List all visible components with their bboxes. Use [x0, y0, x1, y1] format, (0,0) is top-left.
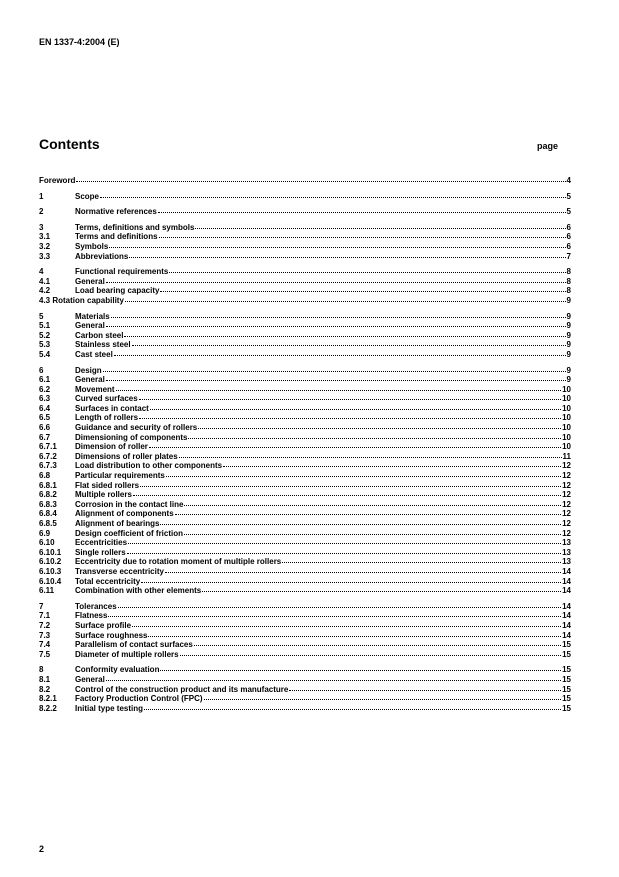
- toc-entry[interactable]: [39, 452, 571, 462]
- toc-entry[interactable]: [39, 442, 571, 452]
- toc-entry[interactable]: [39, 252, 571, 262]
- toc-entry[interactable]: [39, 350, 571, 360]
- toc-entry-number: 6.8: [39, 471, 51, 481]
- toc-dot-leader: [223, 466, 561, 467]
- toc-entry[interactable]: [39, 312, 571, 322]
- toc-entry-page: 14: [562, 566, 571, 576]
- table-of-contents: [39, 176, 571, 713]
- toc-entry-number: 6.8.1: [39, 480, 57, 490]
- toc-entry-page: 15: [562, 649, 571, 659]
- toc-entry-page: 14: [562, 576, 571, 586]
- toc-entry-title: Stainless steel: [75, 340, 131, 350]
- toc-entry-title: Surface profile: [75, 620, 132, 630]
- toc-entry-title: Curved surfaces: [75, 394, 138, 404]
- toc-entry[interactable]: [39, 704, 571, 714]
- toc-dot-leader: [144, 709, 561, 710]
- toc-entry-page: 9: [566, 340, 571, 350]
- toc-entry[interactable]: [39, 665, 571, 675]
- toc-entry-title: Flat sided rollers: [75, 480, 140, 490]
- toc-entry-page: 12: [562, 519, 571, 528]
- document-header: EN 1337-4:2004 (E): [39, 37, 120, 47]
- toc-entry-title: Combination with other elements: [75, 586, 202, 596]
- toc-dot-leader: [139, 399, 561, 400]
- toc-entry-title: Load distribution to other components: [75, 461, 223, 471]
- toc-entry-number: 8.1: [39, 674, 51, 684]
- toc-dot-leader: [106, 380, 566, 381]
- toc-entry-number: 5.1: [39, 321, 51, 331]
- toc-entry[interactable]: [39, 621, 571, 631]
- toc-entry-page: 13: [562, 538, 571, 548]
- toc-dot-leader: [160, 291, 565, 292]
- toc-entry-number: 6.3: [39, 394, 51, 404]
- toc-dot-leader: [194, 645, 561, 646]
- toc-entry-page: 9: [566, 349, 571, 359]
- toc-entry-page: 6: [566, 232, 571, 242]
- toc-entry-page: 9: [566, 311, 571, 321]
- toc-entry-number: 5: [39, 311, 44, 321]
- toc-entry-page: 13: [562, 557, 571, 567]
- toc-entry[interactable]: [39, 207, 571, 217]
- toc-entry-number: 8: [39, 665, 44, 675]
- toc-entry-number: 6.7.2: [39, 451, 57, 461]
- toc-entry-page: 5: [566, 191, 571, 201]
- toc-entry-page: 10: [562, 384, 571, 394]
- toc-entry[interactable]: [39, 242, 571, 252]
- toc-entry-number: 6.6: [39, 423, 51, 433]
- toc-entry-number: 6.2: [39, 384, 51, 394]
- toc-entry-number: 6.7: [39, 432, 51, 442]
- toc-entry-page: 12: [562, 509, 571, 519]
- toc-dot-leader: [149, 447, 561, 448]
- toc-entry[interactable]: [39, 423, 571, 433]
- toc-entry-number: 4: [39, 267, 44, 277]
- toc-entry-title: Eccentricities: [75, 538, 128, 548]
- toc-entry-page: 15: [562, 703, 571, 713]
- toc-entry[interactable]: [39, 481, 571, 491]
- toc-entry-number: 3.2: [39, 241, 51, 251]
- toc-dot-leader: [169, 272, 565, 273]
- page-number: 2: [39, 844, 45, 854]
- toc-entry[interactable]: [39, 394, 571, 404]
- toc-entry-page: 15: [562, 665, 571, 675]
- toc-entry[interactable]: [39, 461, 571, 471]
- toc-entry[interactable]: [39, 296, 571, 306]
- toc-entry-number: 6.8.5: [39, 519, 57, 528]
- toc-dot-leader: [106, 282, 566, 283]
- toc-entry-title: Single rollers: [75, 547, 126, 557]
- toc-entry-title: Corrosion in the contact line: [75, 499, 184, 509]
- toc-dot-leader: [109, 247, 565, 248]
- toc-dot-leader: [150, 409, 561, 410]
- toc-entry-page: 8: [566, 286, 571, 296]
- toc-entry-title: Dimension of roller: [75, 442, 148, 452]
- toc-entry[interactable]: [39, 404, 571, 414]
- toc-entry-number: 7.3: [39, 630, 51, 640]
- toc-entry-title: Alignment of bearings: [75, 519, 160, 528]
- toc-entry[interactable]: [39, 286, 571, 296]
- toc-entry-page: 9: [566, 375, 571, 385]
- toc-entry-title: Initial type testing: [75, 703, 144, 713]
- toc-entry[interactable]: [39, 471, 571, 481]
- toc-dot-leader: [188, 438, 561, 439]
- toc-entry-title: General: [75, 276, 105, 286]
- toc-dot-leader: [160, 670, 561, 671]
- toc-entry-page: 14: [562, 586, 571, 596]
- toc-entry[interactable]: [39, 375, 571, 385]
- toc-entry-page: 10: [562, 432, 571, 442]
- toc-dot-leader: [141, 582, 561, 583]
- toc-entry-title: Particular requirements: [75, 471, 165, 481]
- toc-entry[interactable]: [39, 321, 571, 331]
- toc-dot-leader: [114, 355, 566, 356]
- toc-entry-page: 12: [562, 528, 571, 538]
- toc-entry-number: 6: [39, 365, 44, 375]
- toc-entry-title: Terms, definitions and symbols: [75, 222, 195, 232]
- toc-entry-title: Foreword: [39, 176, 76, 185]
- toc-entry-page: 8: [566, 276, 571, 286]
- toc-entry-number: 7.1: [39, 611, 51, 621]
- toc-entry-page: 5: [566, 207, 571, 217]
- toc-entry-number: 3: [39, 222, 44, 232]
- toc-entry-page: 14: [562, 620, 571, 630]
- toc-entry[interactable]: [39, 567, 571, 577]
- toc-entry-page: 9: [566, 321, 571, 331]
- toc-entry[interactable]: [39, 675, 571, 685]
- toc-entry-title: General: [75, 674, 105, 684]
- toc-entry-number: 4.1: [39, 276, 51, 286]
- toc-entry-number: 6.8.2: [39, 490, 57, 500]
- toc-dot-leader: [140, 486, 561, 487]
- toc-entry-page: 12: [562, 480, 571, 490]
- toc-entry-page: 9: [566, 330, 571, 340]
- toc-entry-page: 15: [562, 694, 571, 704]
- toc-dot-leader: [111, 317, 566, 318]
- toc-entry[interactable]: [39, 232, 571, 242]
- toc-entry[interactable]: [39, 385, 571, 395]
- toc-entry-page: 7: [566, 251, 571, 261]
- toc-entry-number: 7.4: [39, 640, 51, 650]
- toc-entry-number: 6.8.3: [39, 499, 57, 509]
- toc-entry-page: 11: [562, 451, 571, 461]
- toc-entry-title: Cast steel: [75, 349, 113, 359]
- toc-entry-title: Terms and definitions: [75, 232, 158, 242]
- toc-entry-title: Materials: [75, 311, 110, 321]
- contents-title: Contents: [39, 136, 100, 152]
- toc-entry-title: Design coefficient of friction: [75, 528, 184, 538]
- toc-entry-title: Multiple rollers: [75, 490, 132, 500]
- toc-dot-leader: [195, 228, 565, 229]
- toc-entry-number: 6.7.1: [39, 442, 57, 452]
- toc-entry-title: Surfaces in contact: [75, 403, 149, 413]
- toc-entry-page: 14: [562, 601, 571, 611]
- toc-entry-page: 12: [562, 490, 571, 500]
- toc-entry[interactable]: [39, 631, 571, 641]
- toc-entry-number: 8.2.1: [39, 694, 57, 704]
- toc-entry-title: Load bearing capacity: [75, 286, 160, 296]
- toc-dot-leader: [282, 562, 561, 563]
- toc-entry-page: 15: [562, 640, 571, 650]
- toc-entry-number: 6.9: [39, 528, 51, 538]
- toc-entry-title: Conformity evaluation: [75, 665, 160, 675]
- toc-entry-page: 6: [566, 222, 571, 232]
- toc-entry[interactable]: [39, 640, 571, 650]
- toc-entry-number: 6.1: [39, 375, 51, 385]
- toc-entry-page: 15: [562, 674, 571, 684]
- toc-entry-title: Factory Production Control (FPC): [75, 694, 203, 704]
- toc-dot-leader: [103, 371, 566, 372]
- toc-entry-title: Abbreviations: [75, 251, 129, 261]
- page-column-label: page: [537, 141, 559, 151]
- toc-entry-number: 7.2: [39, 620, 51, 630]
- toc-entry-number: 5.4: [39, 349, 51, 359]
- toc-entry[interactable]: [39, 519, 571, 529]
- toc-entry-title: Total eccentricity: [75, 576, 141, 586]
- toc-entry[interactable]: [39, 490, 571, 500]
- toc-entry-page: 12: [562, 461, 571, 471]
- toc-entry-title: General: [75, 375, 105, 385]
- toc-dot-leader: [118, 607, 561, 608]
- toc-entry[interactable]: [39, 433, 571, 443]
- toc-entry-number: 5.2: [39, 330, 51, 340]
- toc-entry[interactable]: [39, 529, 571, 539]
- toc-entry-number: 6.7.3: [39, 461, 57, 471]
- toc-entry[interactable]: [39, 277, 571, 287]
- toc-entry-title: Transverse eccentricity: [75, 566, 164, 576]
- toc-entry-title: Tolerances: [75, 601, 117, 611]
- toc-dot-leader: [132, 345, 566, 346]
- toc-entry-number: 6.5: [39, 413, 51, 423]
- toc-entry-page: 14: [562, 611, 571, 621]
- toc-entry[interactable]: [39, 586, 571, 596]
- toc-dot-leader: [202, 591, 561, 592]
- toc-entry-title: 4.3 Rotation capability: [39, 295, 124, 305]
- toc-entry[interactable]: [39, 223, 571, 233]
- toc-entry[interactable]: [39, 577, 571, 587]
- toc-entry[interactable]: [39, 366, 571, 376]
- toc-entry-title: Dimensioning of components: [75, 432, 188, 442]
- toc-dot-leader: [139, 418, 561, 419]
- toc-entry-page: 10: [562, 403, 571, 413]
- toc-entry-number: 6.10.3: [39, 566, 62, 576]
- toc-entry-number: 6.10.2: [39, 557, 62, 567]
- toc-entry-page: 15: [562, 684, 571, 694]
- toc-entry-number: 3.1: [39, 232, 51, 242]
- toc-entry[interactable]: [39, 413, 571, 423]
- toc-entry-title: Control of the construction product and its manufacture: [75, 684, 289, 694]
- toc-entry-title: Parallelism of contact surfaces: [75, 640, 193, 650]
- toc-entry-page: 9: [566, 295, 571, 305]
- toc-dot-leader: [125, 301, 566, 302]
- toc-dot-leader: [76, 181, 565, 182]
- toc-entry-number: 8.2.2: [39, 703, 57, 713]
- toc-dot-leader: [133, 495, 561, 496]
- toc-entry-title: Surface roughness: [75, 630, 148, 640]
- toc-entry-title: Scope: [75, 191, 100, 201]
- toc-entry-number: 6.11: [39, 586, 55, 596]
- toc-entry-number: 7: [39, 601, 44, 611]
- toc-entry-page: 10: [562, 423, 571, 433]
- toc-entry-page: 10: [562, 394, 571, 404]
- toc-entry-page: 10: [562, 413, 571, 423]
- toc-dot-leader: [148, 636, 561, 637]
- toc-entry-page: 8: [566, 267, 571, 277]
- toc-dot-leader: [132, 626, 561, 627]
- toc-dot-leader: [180, 655, 562, 656]
- toc-entry-title: Guidance and security of rollers: [75, 423, 198, 433]
- toc-entry-number: 6.10: [39, 538, 55, 548]
- toc-entry[interactable]: [39, 192, 571, 202]
- toc-entry-title: Movement: [75, 384, 115, 394]
- toc-entry-title: Normative references: [75, 207, 157, 217]
- toc-entry-title: Length of rollers: [75, 413, 139, 423]
- toc-dot-leader: [198, 428, 561, 429]
- toc-entry[interactable]: [39, 267, 571, 277]
- toc-dot-leader: [158, 212, 566, 213]
- toc-dot-leader: [184, 534, 561, 535]
- toc-dot-leader: [175, 514, 561, 515]
- toc-entry-page: 12: [562, 471, 571, 481]
- toc-dot-leader: [127, 553, 561, 554]
- toc-entry[interactable]: [39, 685, 571, 695]
- toc-entry-page: 10: [562, 442, 571, 452]
- toc-entry[interactable]: [39, 611, 571, 621]
- toc-entry[interactable]: [39, 509, 571, 519]
- toc-entry-page: 13: [562, 547, 571, 557]
- toc-entry[interactable]: [39, 538, 571, 548]
- toc-entry-title: Alignment of components: [75, 509, 174, 519]
- toc-dot-leader: [106, 680, 561, 681]
- toc-entry-page: 4: [566, 176, 571, 185]
- toc-dot-leader: [165, 572, 561, 573]
- toc-dot-leader: [106, 326, 566, 327]
- toc-dot-leader: [108, 616, 561, 617]
- toc-entry-page: 9: [566, 365, 571, 375]
- toc-dot-leader: [129, 257, 565, 258]
- toc-dot-leader: [128, 543, 561, 544]
- toc-dot-leader: [184, 505, 561, 506]
- toc-entry[interactable]: [39, 694, 571, 704]
- toc-dot-leader: [289, 690, 561, 691]
- toc-entry-number: 7.5: [39, 649, 51, 659]
- toc-entry-title: General: [75, 321, 105, 331]
- toc-entry-title: Carbon steel: [75, 330, 124, 340]
- toc-dot-leader: [160, 524, 561, 525]
- toc-entry-title: Functional requirements: [75, 267, 169, 277]
- toc-entry-title: Dimensions of roller plates: [75, 451, 178, 461]
- toc-dot-leader: [124, 336, 565, 337]
- toc-entry-title: Design: [75, 365, 102, 375]
- toc-entry[interactable]: [39, 331, 571, 341]
- toc-entry[interactable]: [39, 557, 571, 567]
- toc-entry[interactable]: [39, 340, 571, 350]
- toc-dot-leader: [166, 476, 561, 477]
- toc-dot-leader: [179, 457, 562, 458]
- toc-entry-title: Eccentricity due to rotation moment of multiple rollers: [75, 557, 282, 567]
- toc-entry-number: 4.2: [39, 286, 51, 296]
- toc-entry[interactable]: [39, 500, 571, 510]
- toc-entry-number: 3.3: [39, 251, 51, 261]
- toc-entry[interactable]: [39, 176, 571, 186]
- toc-dot-leader: [204, 699, 562, 700]
- toc-entry[interactable]: [39, 602, 571, 612]
- toc-entry[interactable]: [39, 650, 571, 660]
- toc-entry-number: 6.8.4: [39, 509, 57, 519]
- toc-entry-number: 6.4: [39, 403, 51, 413]
- toc-entry-number: 8.2: [39, 684, 51, 694]
- toc-entry-page: 12: [562, 499, 571, 509]
- toc-dot-leader: [159, 237, 566, 238]
- toc-dot-leader: [116, 390, 562, 391]
- toc-entry[interactable]: [39, 548, 571, 558]
- toc-entry-page: 6: [566, 241, 571, 251]
- toc-entry-title: Flatness: [75, 611, 108, 621]
- toc-entry-number: 6.10.4: [39, 576, 62, 586]
- toc-entry-number: 5.3: [39, 340, 51, 350]
- toc-entry-title: Diameter of multiple rollers: [75, 649, 179, 659]
- toc-dot-leader: [100, 197, 566, 198]
- toc-entry-title: Symbols: [75, 241, 109, 251]
- toc-entry-number: 2: [39, 207, 44, 217]
- toc-entry-number: 1: [39, 191, 44, 201]
- toc-entry-page: 14: [562, 630, 571, 640]
- toc-entry-number: 6.10.1: [39, 547, 62, 557]
